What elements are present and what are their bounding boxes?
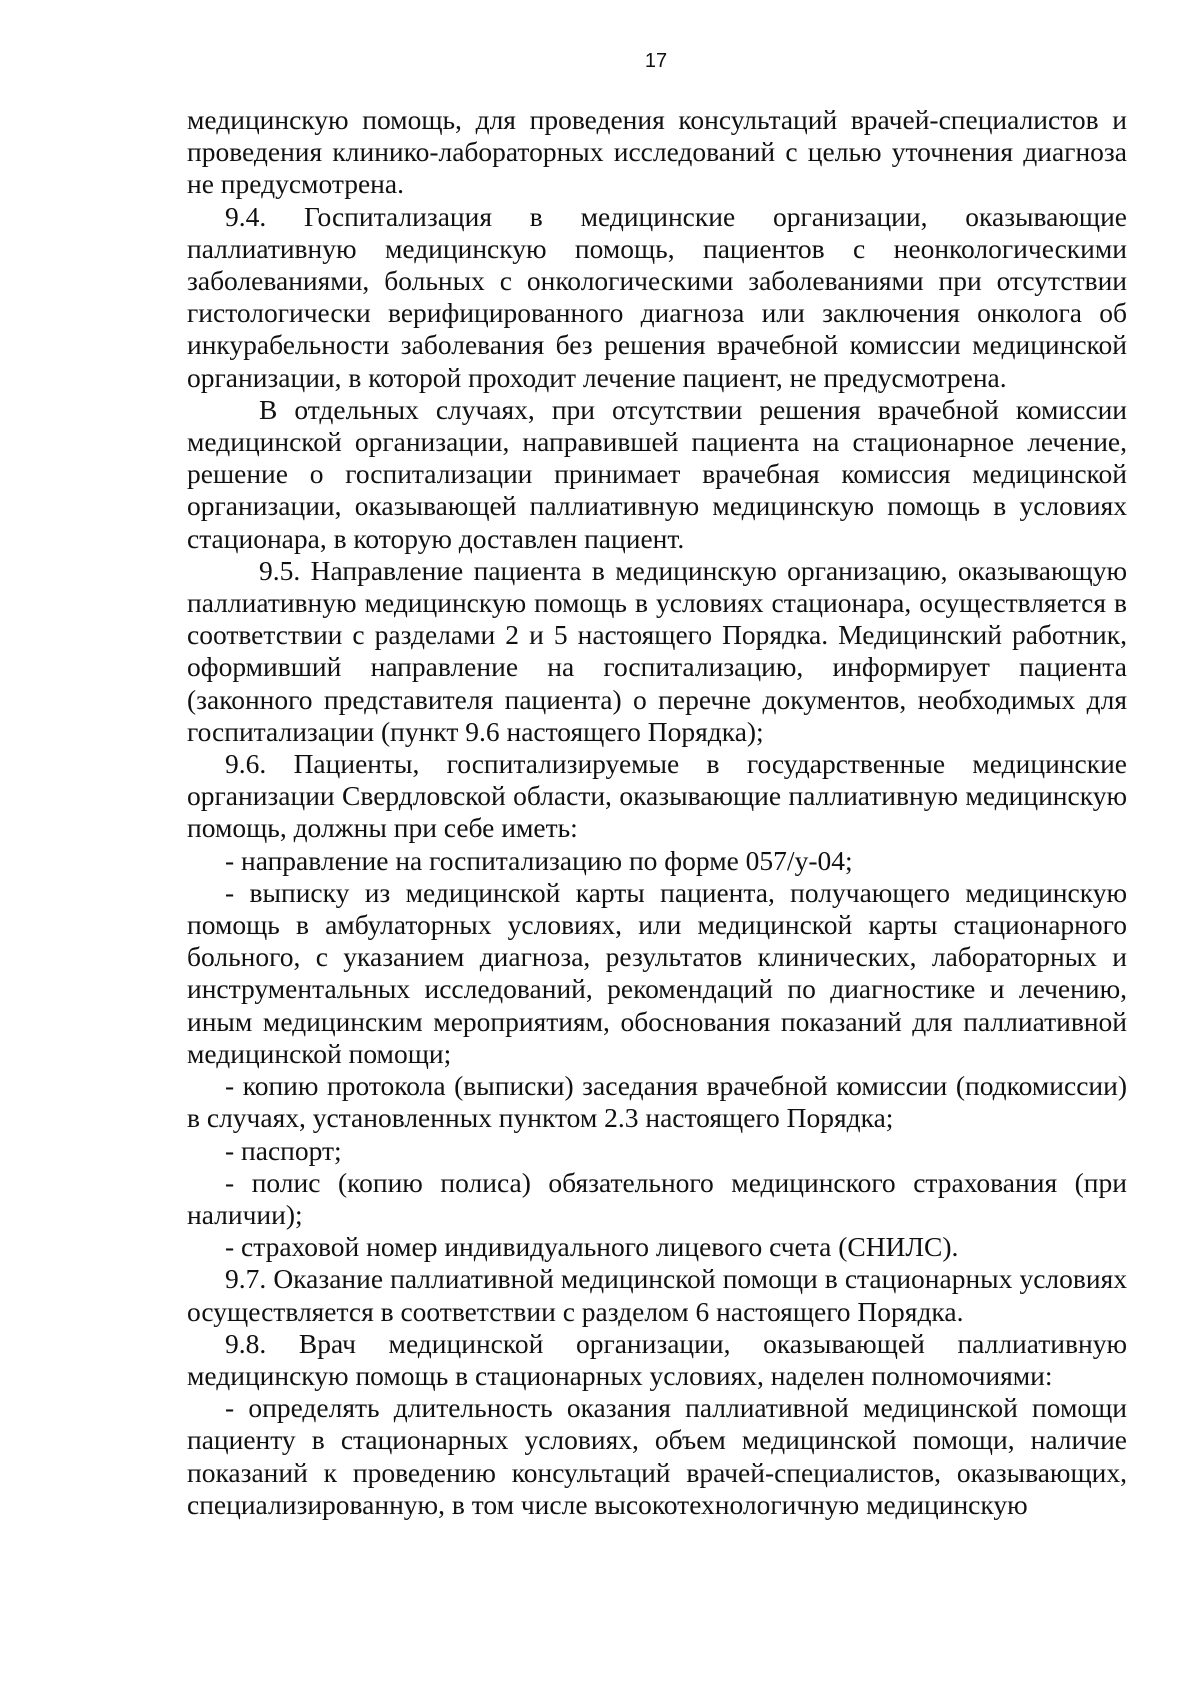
paragraph-9-7: 9.7. Оказание паллиативной медицинской помощи в стационарных условиях осуществляется в соответствии с разделом 6 настоящего Порядка.: [187, 1263, 1127, 1327]
paragraph-9-4: 9.4. Госпитализация в медицинские организации, оказывающие паллиативную медицинскую помощь, пациентов с неонкологическими заболеваниями, больных с онкологическими заболеваниями при отсутствии гистологически верифицированного диагноза или заключения онколога об инкурабельности заболевания без решения врачебной комиссии медицинской организации, в которой проходит лечение пациент, не предусмотрена.: [187, 200, 1127, 393]
list-item-passport: - паспорт;: [225, 1134, 342, 1166]
page-number: 17: [644, 50, 668, 72]
paragraph-continuation: медицинскую помощь, для проведения консультаций врачей-специалистов и проведения клинико-лабораторных исследований с целью уточнения диагноза не предусмотрена.: [187, 104, 1127, 200]
paragraph-special-cases: В отдельных случаях, при отсутствии решения врачебной комиссии медицинской организации, направившей пациента на стационарное лечение, решение о госпитализации принимает врачебная комиссия медицинской организации, оказывающей паллиативную медицинскую помощь в условиях стационара, в которую доставлен пациент.: [187, 393, 1127, 554]
list-item-medical-record-extract: - выписку из медицинской карты пациента, получающего медицинскую помощь в амбулаторных условиях, или медицинской карты стационарного больного, с указанием диагноза, результатов клинических, лабораторных и инструментальных исследований, рекомендаций по диагностике и лечению, иным медицинским мероприятиям, обоснования показаний для паллиативной медицинской помощи;: [187, 876, 1127, 1069]
paragraph-9-6: 9.6. Пациенты, госпитализируемые в государственные медицинские организации Свердловской области, оказывающие паллиативную медицинскую помощь, должны при себе иметь:: [187, 748, 1127, 844]
list-item-referral: - направление на госпитализацию по форме 057/у-04;: [225, 844, 853, 876]
list-item-insurance-policy: - полис (копию полиса) обязательного медицинского страхования (при наличии);: [187, 1166, 1127, 1230]
list-item-commission-protocol: - копию протокола (выписки) заседания врачебной комиссии (подкомиссии) в случаях, установленных пунктом 2.3 настоящего Порядка;: [187, 1070, 1127, 1134]
list-item-determine-duration: - определять длительность оказания паллиативной медицинской помощи пациенту в стационарных условиях, объем медицинской помощи, наличие показаний к проведению консультаций врачей-специалистов, оказывающих, специализированную, в том числе высокотехнологичную медицинскую: [187, 1392, 1127, 1520]
paragraph-9-5: 9.5. Направление пациента в медицинскую организацию, оказывающую паллиативную медицинскую помощь в условиях стационара, осуществляется в соответствии с разделами 2 и 5 настоящего Порядка. Медицинский работник, оформивший направление на госпитализацию, информирует пациента (законного представителя пациента) о перечне документов, необходимых для госпитализации (пункт 9.6 настоящего Порядка);: [187, 554, 1127, 747]
document-body: [187, 104, 1127, 1521]
paragraph-9-8: 9.8. Врач медицинской организации, оказывающей паллиативную медицинскую помощь в стационарных условиях, наделен полномочиями:: [187, 1327, 1127, 1391]
list-item-snils: - страховой номер индивидуального лицевого счета (СНИЛС).: [225, 1231, 959, 1263]
